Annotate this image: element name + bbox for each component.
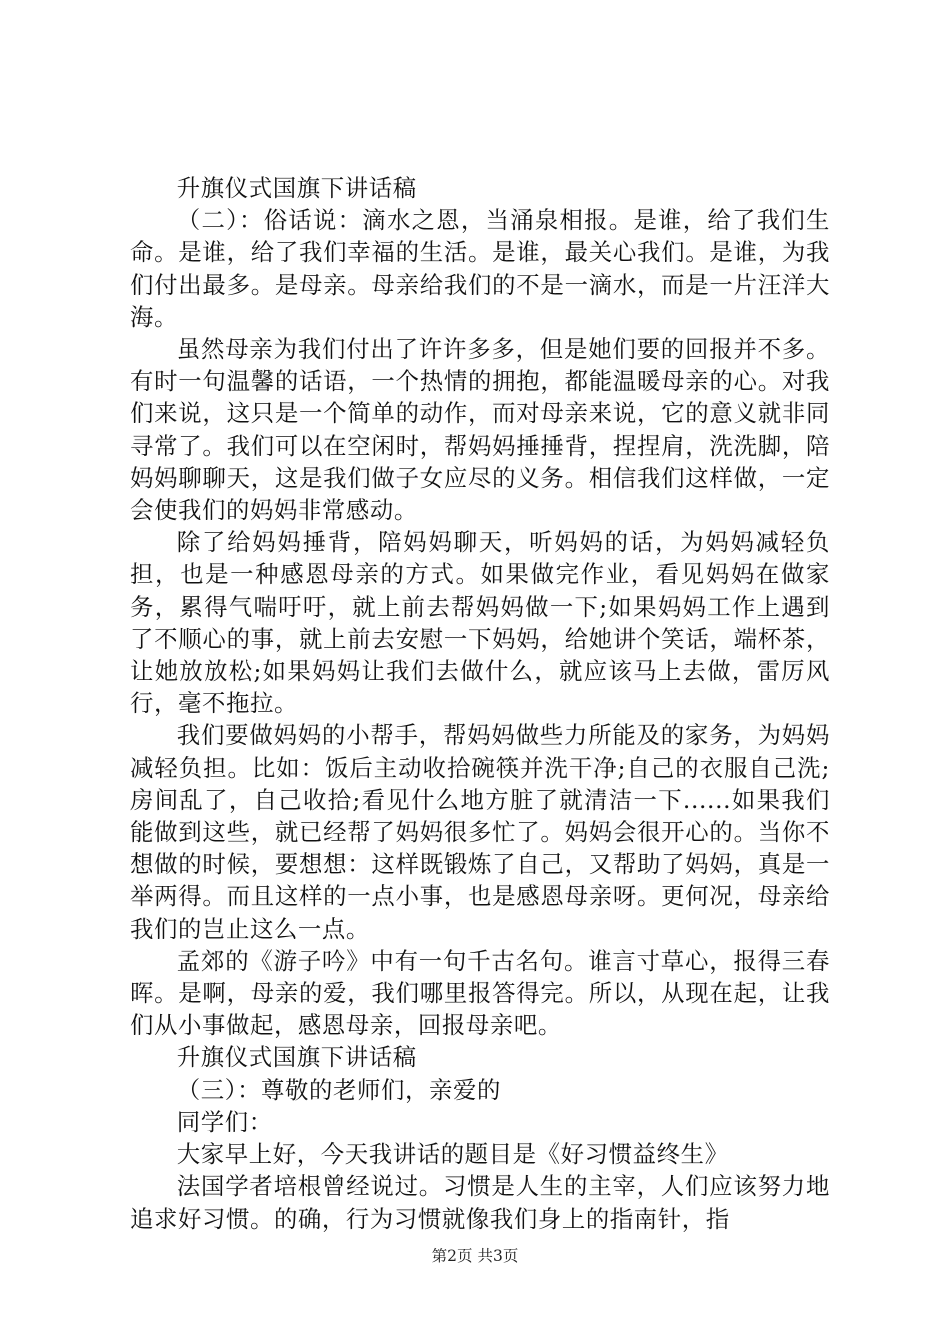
paragraph: （二）：俗话说：滴水之恩，当涌泉相报。是谁，给了我们生命。是谁，给了我们幸福的生活。是谁，最关心我们。是谁，为我们付出最多。是母亲。母亲给我们的不是一滴水，而是一片汪洋大海。: [130, 206, 830, 331]
section-heading: 升旗仪式国旗下讲话稿: [176, 1043, 417, 1072]
paragraph: 虽然母亲为我们付出了许许多多，但是她们要的回报并不多。有时一句温馨的话语，一个热情的拥抱，都能温暖母亲的心。对我们来说，这只是一个简单的动作，而对母亲来说，它的意义就非同寻常了。我们可以在空闲时，帮妈妈捶捶背，捏捏肩，洗洗脚，陪妈妈聊聊天，这是我们做子女应尽的义务。相信我们这样做，一定会使我们的妈妈非常感动。: [130, 335, 830, 525]
paragraph: 同学们：: [176, 1107, 273, 1136]
page-number: 第2页 共3页: [431, 1247, 519, 1265]
paragraph: （三）：尊敬的老师们，亲爱的: [176, 1075, 501, 1104]
section-heading: 升旗仪式国旗下讲话稿: [176, 174, 417, 202]
paragraph: 大家早上好，今天我讲话的题目是《好习惯益终生》: [176, 1140, 729, 1169]
paragraph: 孟郊的《游子吟》中有一句千古名句。谁言寸草心，报得三春晖。是啊，母亲的爱，我们哪里报答得完。所以，从现在起，让我们从小事做起，感恩母亲，回报母亲吧。: [130, 946, 830, 1040]
paragraph: 我们要做妈妈的小帮手，帮妈妈做些力所能及的家务，为妈妈减轻负担。比如：饭后主动收拾碗筷并洗干净;自己的衣服自己洗;房间乱了，自己收拾;看见什么地方脏了就清洁一下......如果我们能做到这些，就已经帮了妈妈很多忙了。妈妈会很开心的。当你不想做的时候，要想想：这样既锻炼了自己，又帮助了妈妈，真是一举两得。而且这样的一点小事，也是感恩母亲呀。更何况，母亲给我们的岂止这么一点。: [130, 721, 830, 943]
paragraph: 法国学者培根曾经说过。习惯是人生的主宰，人们应该努力地追求好习惯。的确，行为习惯就像我们身上的指南针，指: [130, 1172, 830, 1233]
paragraph: 除了给妈妈捶背，陪妈妈聊天，听妈妈的话，为妈妈减轻负担，也是一种感恩母亲的方式。如果做完作业，看见妈妈在做家务，累得气喘吁吁，就上前去帮妈妈做一下;如果妈妈工作上遇到了不顺心的事，就上前去安慰一下妈妈，给她讲个笑话，端杯茶，让她放放松;如果妈妈让我们去做什么，就应该马上去做，雷厉风行，毫不拖拉。: [130, 528, 830, 718]
document-body: [130, 172, 830, 1235]
